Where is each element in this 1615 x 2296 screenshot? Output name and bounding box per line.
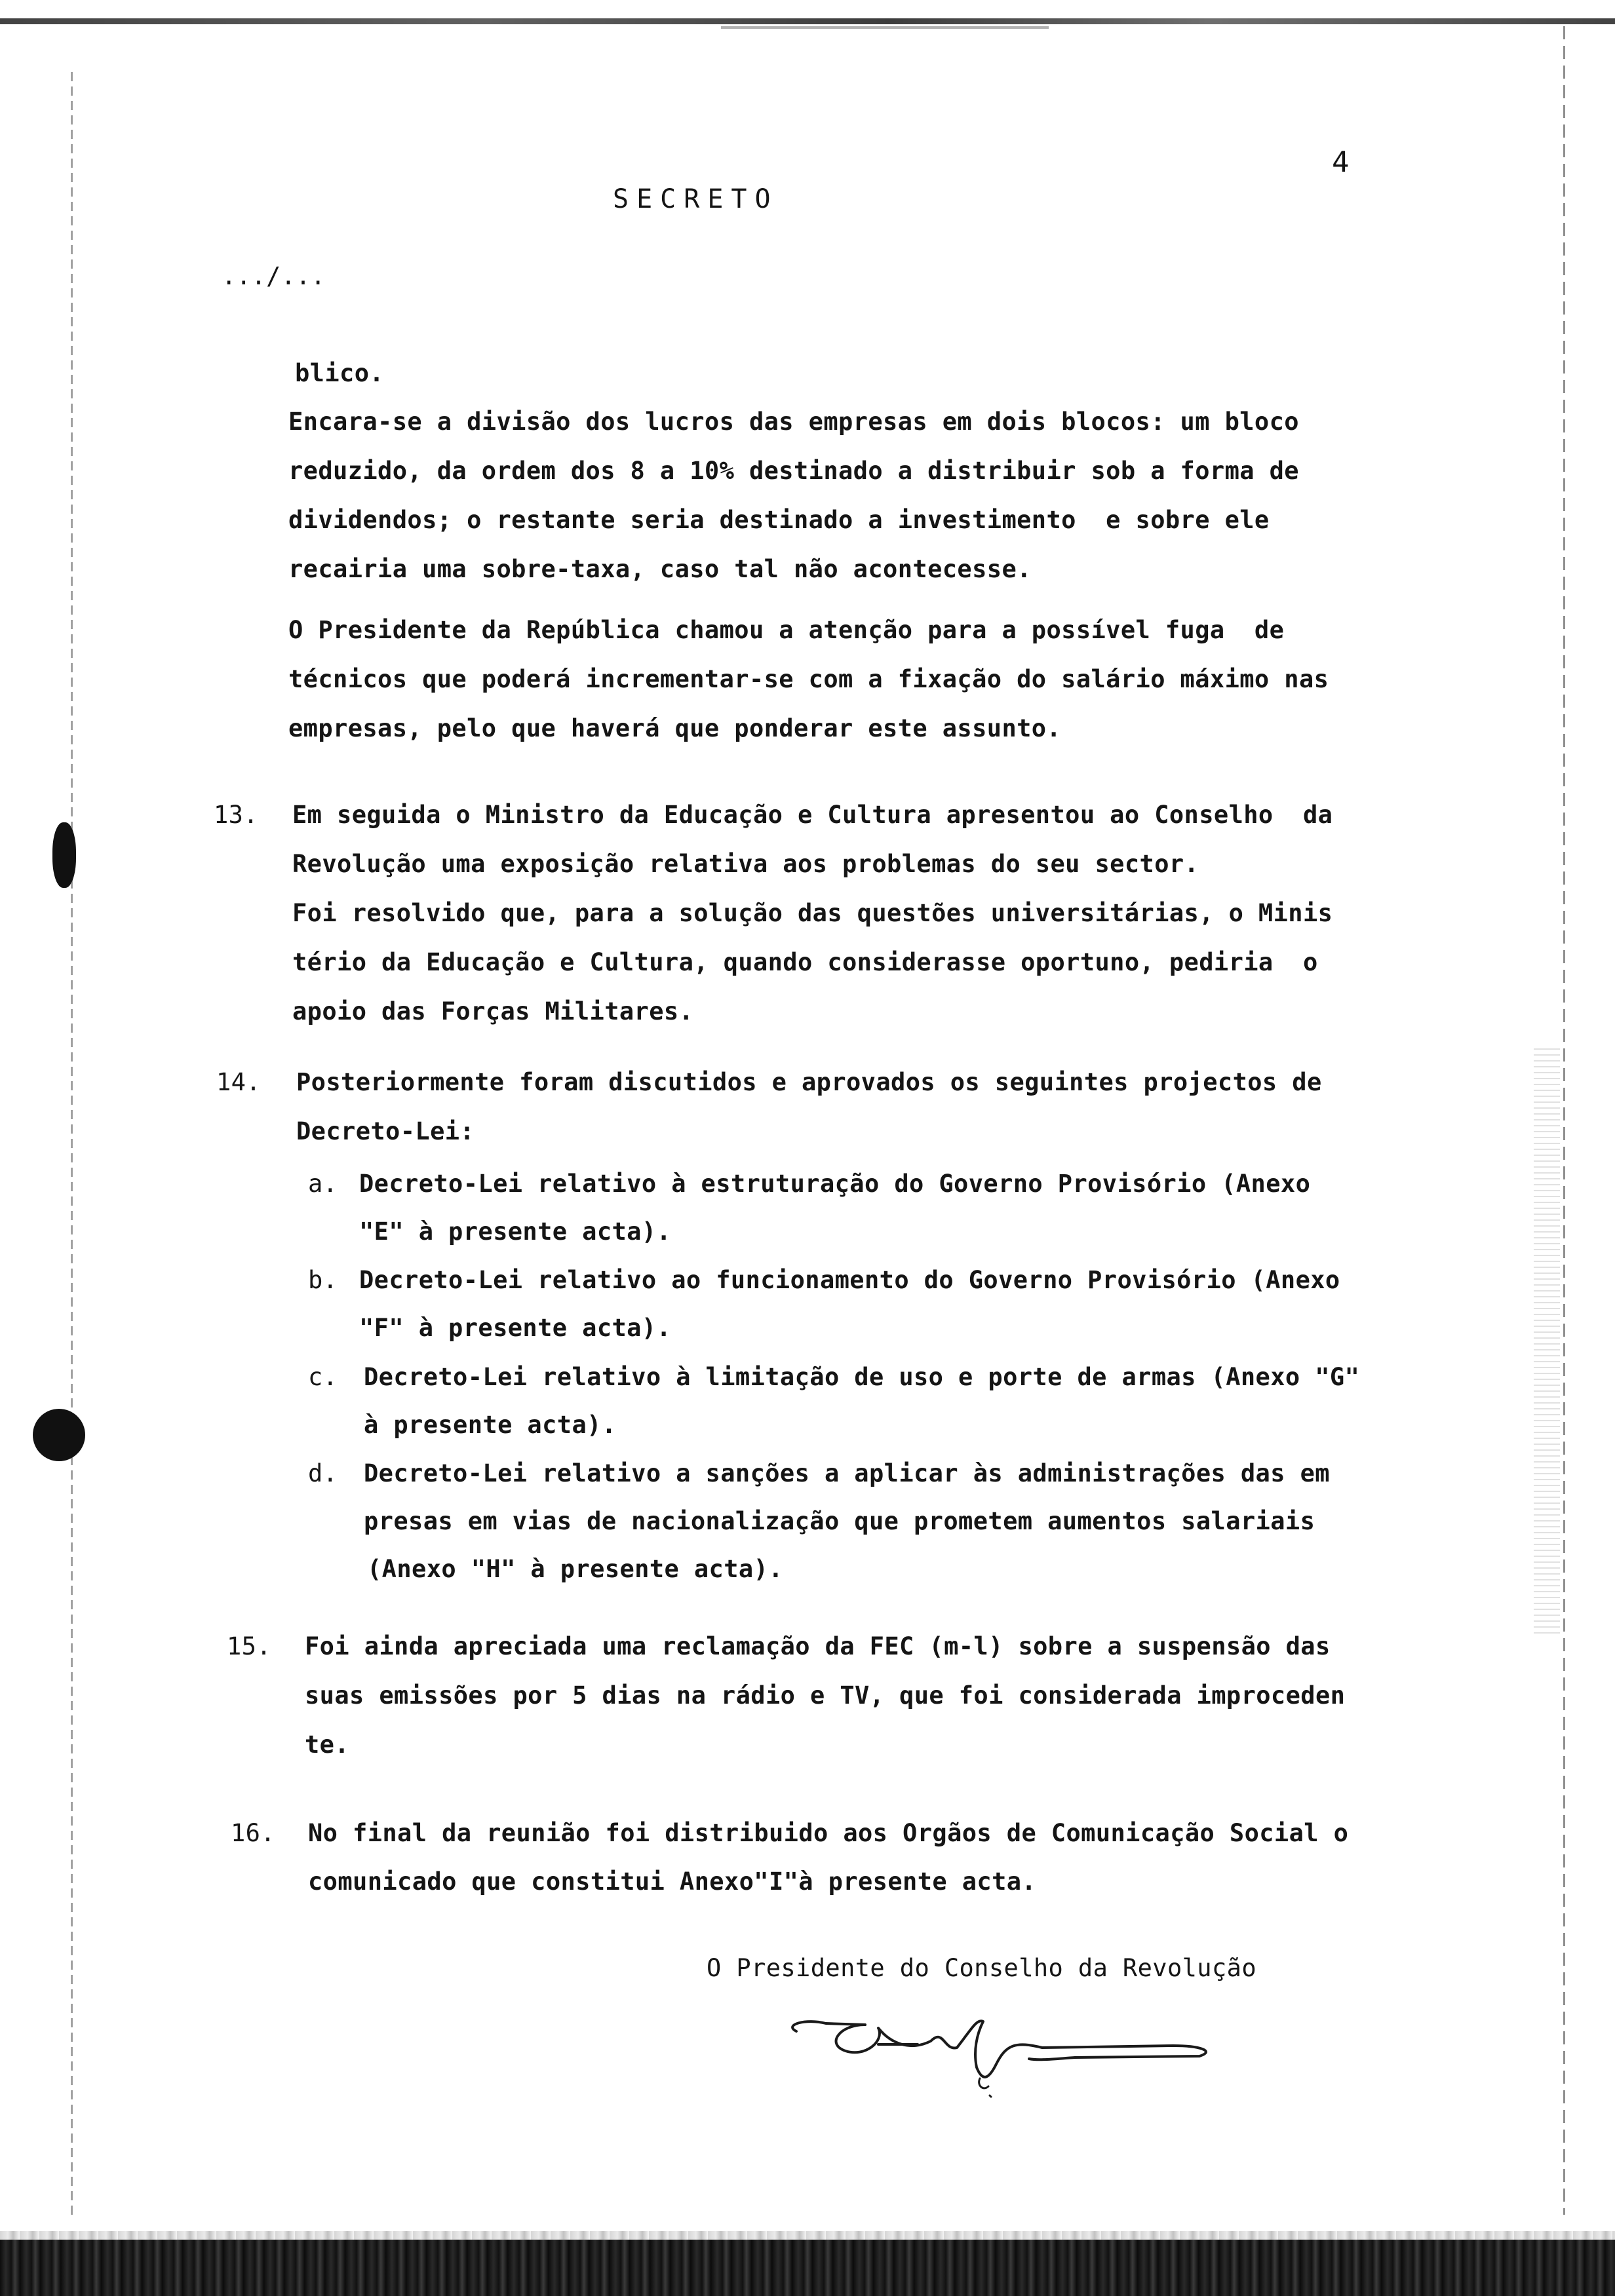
scan-edge-left bbox=[71, 72, 73, 2215]
punch-hole-upper bbox=[52, 822, 76, 888]
scan-edge-bottom-light bbox=[0, 2231, 1615, 2240]
scan-edge-top bbox=[0, 18, 1615, 24]
item-16-line: comunicado que constitui Anexo"I"à presente acta. bbox=[308, 1867, 1037, 1896]
punch-hole-lower bbox=[33, 1409, 85, 1461]
para-12-line: empresas, pelo que haverá que ponderar este assunto. bbox=[288, 714, 1062, 742]
item-13-line: tério da Educação e Cultura, quando considerasse oportuno, pediria o bbox=[292, 948, 1318, 976]
item-16-line: No final da reunião foi distribuido aos Orgãos de Comunicação Social o bbox=[308, 1819, 1349, 1847]
subitem-line: presas em vias de nacionalização que prometem aumentos salariais bbox=[364, 1507, 1315, 1535]
para-12-line: recairia uma sobre-taxa, caso tal não acontecesse. bbox=[288, 555, 1032, 583]
subitem-line: Decreto-Lei relativo à limitação de uso e porte de armas (Anexo "G" bbox=[364, 1363, 1360, 1391]
item-15-line: suas emissões por 5 dias na rádio e TV, que foi considerada improceden bbox=[305, 1681, 1346, 1710]
item-number-16: 16. bbox=[231, 1819, 276, 1847]
subitem-line: à presente acta). bbox=[364, 1411, 617, 1439]
classification-header: SECRETO bbox=[613, 184, 779, 214]
para-12-line: O Presidente da República chamou a atenção para a possível fuga de bbox=[288, 616, 1285, 644]
subitem-line: "F" à presente acta). bbox=[359, 1314, 672, 1342]
subitem-letter-c: c. bbox=[308, 1363, 338, 1391]
scan-edge-bottom bbox=[0, 2240, 1615, 2296]
subitem-letter-b: b. bbox=[308, 1266, 338, 1294]
item-14-line: Decreto-Lei: bbox=[296, 1117, 475, 1145]
item-13-line: apoio das Forças Militares. bbox=[292, 997, 694, 1025]
para-12-line: técnicos que poderá incrementar-se com a fixação do salário máximo nas bbox=[288, 665, 1329, 693]
para-12-line: dividendos; o restante seria destinado a investimento e sobre ele bbox=[288, 506, 1270, 534]
subitem-line: Decreto-Lei relativo à estruturação do Governo Provisório (Anexo bbox=[359, 1170, 1311, 1198]
subitem-line: "E" à presente acta). bbox=[359, 1217, 672, 1246]
subitem-line: Decreto-Lei relativo ao funcionamento do Governo Provisório (Anexo bbox=[359, 1266, 1340, 1294]
item-15-line: te. bbox=[305, 1731, 350, 1759]
scan-noise-right bbox=[1534, 1048, 1560, 1638]
item-number-15: 15. bbox=[227, 1632, 272, 1660]
item-number-14: 14. bbox=[216, 1068, 262, 1096]
scan-edge-top-mark bbox=[721, 26, 1049, 29]
item-13-line: Em seguida o Ministro da Educação e Cultura apresentou ao Conselho da bbox=[292, 801, 1333, 829]
subitem-letter-a: a. bbox=[308, 1170, 338, 1198]
item-13-line: Foi resolvido que, para a solução das questões universitárias, o Minis bbox=[292, 899, 1333, 927]
para-12-line: Encara-se a divisão dos lucros das empresas em dois blocos: um bloco bbox=[288, 408, 1299, 436]
scan-edge-right bbox=[1563, 26, 1565, 2215]
subitem-line: Decreto-Lei relativo a sanções a aplicar às administrações das em bbox=[364, 1459, 1330, 1487]
subitem-line: (Anexo "H" à presente acta). bbox=[367, 1555, 783, 1583]
page-number: 4 bbox=[1332, 145, 1350, 179]
subitem-letter-d: d. bbox=[308, 1459, 338, 1487]
item-13-line: Revolução uma exposição relativa aos problemas do seu sector. bbox=[292, 850, 1199, 878]
para-12-line: reduzido, da ordem dos 8 a 10% destinado a distribuir sob a forma de bbox=[288, 457, 1299, 485]
continuation-mark: .../... bbox=[222, 262, 326, 290]
item-number-13: 13. bbox=[214, 801, 259, 829]
para-12-line: blico. bbox=[295, 359, 385, 387]
signature-label: O Presidente do Conselho da Revolução bbox=[707, 1954, 1257, 1982]
item-14-line: Posteriormente foram discutidos e aprovados os seguintes projectos de bbox=[296, 1068, 1322, 1096]
handwritten-signature bbox=[780, 2005, 1226, 2103]
item-15-line: Foi ainda apreciada uma reclamação da FEC (m-l) sobre a suspensão das bbox=[305, 1632, 1331, 1660]
